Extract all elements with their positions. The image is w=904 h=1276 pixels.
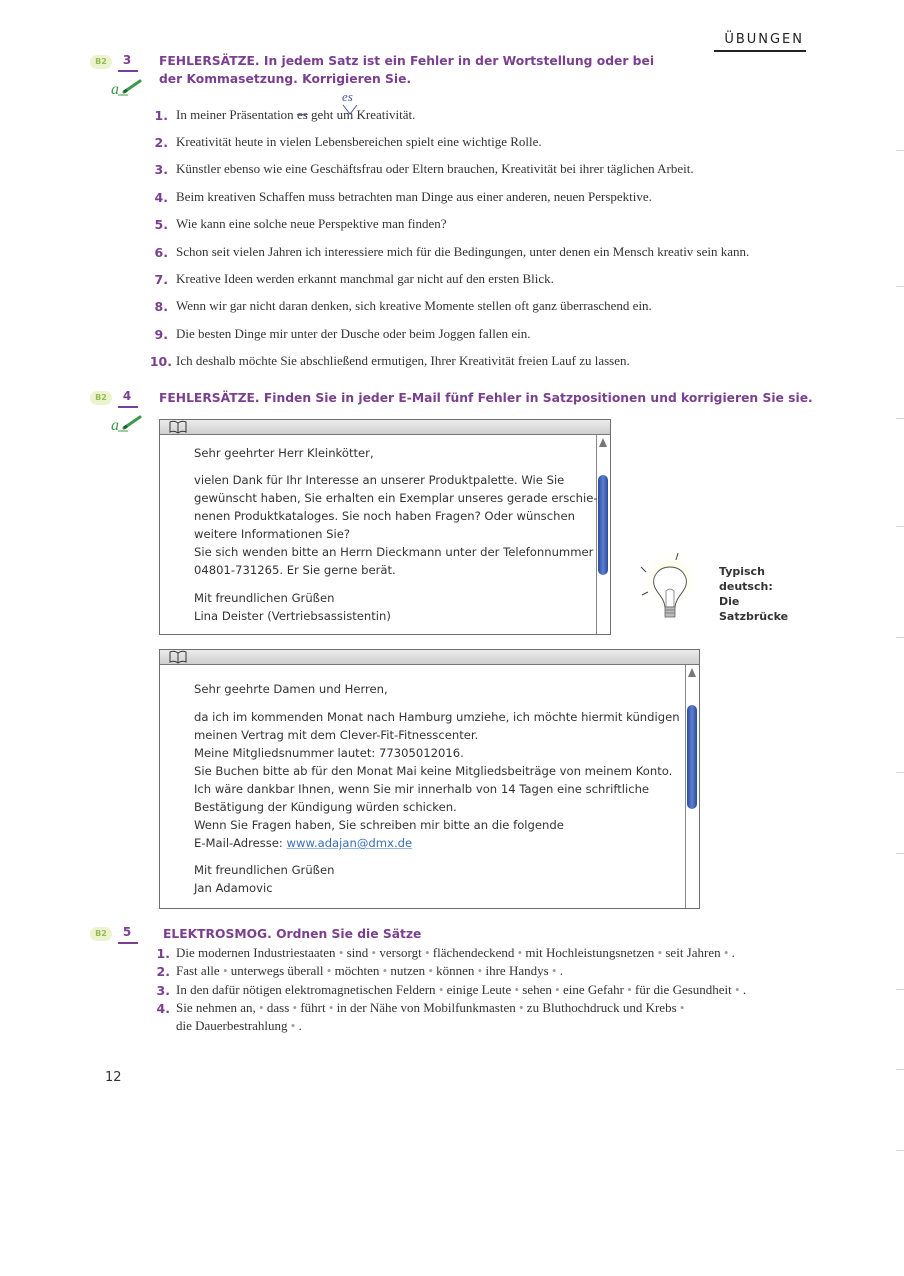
email-titlebar [160, 420, 610, 435]
margin-tick [896, 526, 904, 527]
tip-line: Satzbrücke [719, 610, 789, 623]
struck-word: es [296, 107, 308, 122]
sentence-part: geht [307, 107, 334, 122]
word-chunk: sehen [522, 982, 552, 997]
section-header: ÜBUNGEN [724, 32, 804, 47]
word-chunk: Fast alle [176, 963, 220, 978]
word-chunk: . [731, 945, 735, 960]
email-body-line: da ich im kommenden Monat nach Hamburg umziehe, ich möchte hiermit kündigen [194, 710, 680, 724]
margin-tick [896, 150, 904, 151]
item-number: 4. [156, 1001, 170, 1016]
word-chunk: führt [300, 1000, 326, 1015]
email-body-line: Sie Buchen bitte ab für den Monat Mai keine Mitgliedsbeiträge von meinem Konto. [194, 764, 673, 778]
margin-tick [896, 989, 904, 990]
word-chunk: In den dafür nötigen elektromagnetischen Feldern [176, 982, 436, 997]
word-chunk: in der Nähe von Mobilfunkmasten [336, 1000, 516, 1015]
email-body-line: Ich wäre dankbar Ihnen, wenn Sie mir innerhalb von 14 Tagen eine schriftliche [194, 782, 650, 796]
email-body-line: Bestätigung der Kündigung würden schicken. [194, 800, 457, 814]
email-signature: Lina Deister (Vertriebsassistentin) [194, 609, 391, 623]
exercise-number: 5 [122, 925, 132, 939]
email-window-1 [159, 419, 611, 635]
word-chunk: die Dauerbestrahlung [176, 1018, 288, 1033]
lightbulb-icon [634, 551, 698, 631]
scrambled-sentence-continuation: die Dauerbestrahlung • . [176, 1018, 302, 1033]
email-body-line: nenen Produktkataloges. Sie noch haben Fragen? Oder wünschen [194, 509, 575, 523]
email-body-line: Meine Mitgliedsnummer lautet: 77305012016. [194, 746, 464, 760]
sentence-item: Die besten Dinge mir unter der Dusche oder beim Joggen fallen ein. [176, 326, 531, 341]
exercise-number: 3 [122, 53, 132, 67]
exercise-number-underline [118, 70, 138, 72]
exercise-title: ELEKTROSMOG. Ordnen Sie die Sätze [163, 927, 422, 941]
exercise-number: 4 [122, 389, 132, 403]
item-number: 2. [154, 135, 168, 150]
scrollbar-thumb[interactable] [598, 475, 608, 575]
exercise-number-underline [118, 942, 138, 944]
scrambled-sentence: In den dafür nötigen elektromagnetischen Feldern • einige Leute • sehen • eine Gefahr • für die Gesundheit • . [176, 982, 747, 997]
item-number: 10. [149, 354, 172, 369]
level-badge: B2 [90, 927, 112, 941]
email-body-line: Sie sich wenden bitte an Herrn Dieckmann unter der Telefonnummer [194, 545, 594, 559]
word-chunk: sind [346, 945, 369, 960]
word-chunk: eine Gefahr [562, 982, 624, 997]
scroll-up-arrow-icon[interactable] [688, 668, 696, 677]
insertion-caret-icon [342, 103, 358, 115]
word-chunk: . [298, 1018, 302, 1033]
email-titlebar [160, 650, 699, 665]
page-number: 12 [105, 1070, 122, 1085]
handwritten-correction: es [342, 89, 353, 104]
level-badge: B2 [90, 55, 112, 69]
scrambled-sentence: Sie nehmen an, • dass • führt • in der Nähe von Mobilfunkmasten • zu Bluthochdruck und Krebs • [176, 1000, 685, 1015]
write-icon [110, 78, 144, 98]
word-chunk: mit Hochleistungsnetzen [525, 945, 655, 960]
item-number: 5. [154, 217, 168, 232]
email-body-line: 04801-731265. Er Sie gerne berät. [194, 563, 396, 577]
item-number: 8. [154, 299, 168, 314]
email-body-line: vielen Dank für Ihr Interesse an unserer Produktpalette. Wie Sie [194, 473, 565, 487]
sentence-item [176, 107, 415, 123]
email-closing: Mit freundlichen Grüßen [194, 863, 335, 877]
margin-tick [896, 772, 904, 773]
word-chunk: einige Leute [446, 982, 512, 997]
section-header-underline [714, 50, 806, 52]
margin-tick [896, 1150, 904, 1151]
tip-line: deutsch: [719, 580, 773, 593]
item-number: 9. [154, 327, 168, 342]
email-body-line: meinen Vertrag mit dem Clever-Fit-Fitnesscenter. [194, 728, 479, 742]
sentence-item: Künstler ebenso wie eine Geschäftsfrau oder Eltern brauchen, Kreativität bei ihrer täglichen Arbeit. [176, 161, 694, 176]
sentence-item: Beim kreativen Schaffen muss betrachten man Dinge aus einer anderen, neuen Perspektive. [176, 189, 652, 204]
email-address-line [194, 836, 412, 850]
svg-text:a: a [111, 81, 119, 98]
exercise-number-underline [118, 406, 138, 408]
scroll-up-arrow-icon[interactable] [599, 438, 607, 447]
email-body-line: weitere Informationen Sie? [194, 527, 350, 541]
word-chunk: . [742, 982, 747, 997]
margin-tick [896, 418, 904, 419]
margin-tick [896, 286, 904, 287]
email-body-line: Wenn Sie Fragen haben, Sie schreiben mir bitte an die folgende [194, 818, 564, 832]
write-icon [110, 414, 144, 434]
email-salutation: Sehr geehrte Damen und Herren, [194, 682, 388, 696]
item-number: 1. [156, 946, 170, 961]
item-number: 3. [156, 983, 170, 998]
open-book-icon [168, 420, 188, 434]
margin-tick [896, 1069, 904, 1070]
sentence-item: Kreativität heute in vielen Lebensbereichen spielt eine wichtige Rolle. [176, 134, 542, 149]
sentence-item: Kreative Ideen werden erkannt manchmal gar nicht auf den ersten Blick. [176, 271, 554, 286]
tip-line: Die [719, 595, 740, 608]
word-chunk: versorgt [379, 945, 422, 960]
sentence-item: Wenn wir gar nicht daran denken, sich kreative Momente stellen oft ganz überraschend ein. [176, 298, 652, 313]
exercise-title: FEHLERSÄTZE. In jedem Satz ist ein Fehler in der Wortstellung oder bei [159, 54, 655, 68]
scrollbar[interactable] [596, 435, 610, 634]
email-window-2 [159, 649, 700, 909]
scrambled-sentence: Die modernen Industriestaaten • sind • versorgt • flächendeckend • mit Hochleistungsnetzen • seit Jahren • . [176, 945, 735, 960]
word-chunk: können [436, 963, 475, 978]
scrambled-sentence: Fast alle • unterwegs überall • möchten • nutzen • können • ihre Handys • . [176, 963, 563, 978]
tip-text [719, 564, 788, 624]
word-chunk: . [559, 963, 563, 978]
item-number: 4. [154, 190, 168, 205]
word-chunk: für die Gesundheit [635, 982, 732, 997]
email-closing: Mit freundlichen Grüßen [194, 591, 335, 605]
email-signature: Jan Adamovic [194, 881, 273, 895]
word-chunk: Die modernen Industriestaaten [176, 945, 336, 960]
word-chunk: Sie nehmen an, [176, 1000, 256, 1015]
word-chunk: nutzen [390, 963, 426, 978]
item-number: 3. [154, 162, 168, 177]
svg-text:a: a [111, 417, 119, 434]
word-chunk: flächendeckend [432, 945, 515, 960]
margin-tick [896, 853, 904, 854]
sentence-part: In meiner Präsentation [176, 107, 297, 122]
exercise-title-line2: der Kommasetzung. Korrigieren Sie. [159, 72, 412, 86]
tip-line: Typisch [719, 565, 765, 578]
scrollbar-thumb[interactable] [687, 705, 697, 809]
word-chunk: dass [266, 1000, 290, 1015]
item-number: 6. [154, 245, 168, 260]
email-salutation: Sehr geehrter Herr Kleinkötter, [194, 446, 374, 460]
item-number: 1. [154, 108, 168, 123]
sentence-item: Wie kann eine solche neue Perspektive man finden? [176, 216, 447, 231]
open-book-icon [168, 650, 188, 664]
sentence-part: um Kreativität. [333, 107, 416, 122]
sentence-item: Ich deshalb möchte Sie abschließend ermutigen, Ihrer Kreativität freien Lauf zu lassen. [176, 353, 630, 368]
level-badge: B2 [90, 391, 112, 405]
scrollbar[interactable] [685, 665, 699, 908]
word-chunk: ihre Handys [485, 963, 549, 978]
margin-tick [896, 637, 904, 638]
exercise-title: FEHLERSÄTZE. Finden Sie in jeder E-Mail fünf Fehler in Satzpositionen und korrigieren Sie sie. [159, 391, 813, 405]
sentence-item: Schon seit vielen Jahren ich interessiere mich für die Bedingungen, unter denen ein Mensch kreativ sein kann. [176, 244, 750, 259]
word-chunk: möchten [334, 963, 380, 978]
word-chunk: seit Jahren [665, 945, 721, 960]
email-address-label: E-Mail-Adresse: [194, 836, 287, 850]
email-body-line: gewünscht haben, Sie erhalten ein Exemplar unseres gerade erschie- [194, 491, 598, 505]
item-number: 2. [156, 964, 170, 979]
item-number: 7. [154, 272, 168, 287]
word-chunk: unterwegs überall [230, 963, 324, 978]
word-chunk: zu Bluthochdruck und Krebs [526, 1000, 677, 1015]
email-address-link[interactable]: www.adajan@dmx.de [286, 836, 413, 850]
